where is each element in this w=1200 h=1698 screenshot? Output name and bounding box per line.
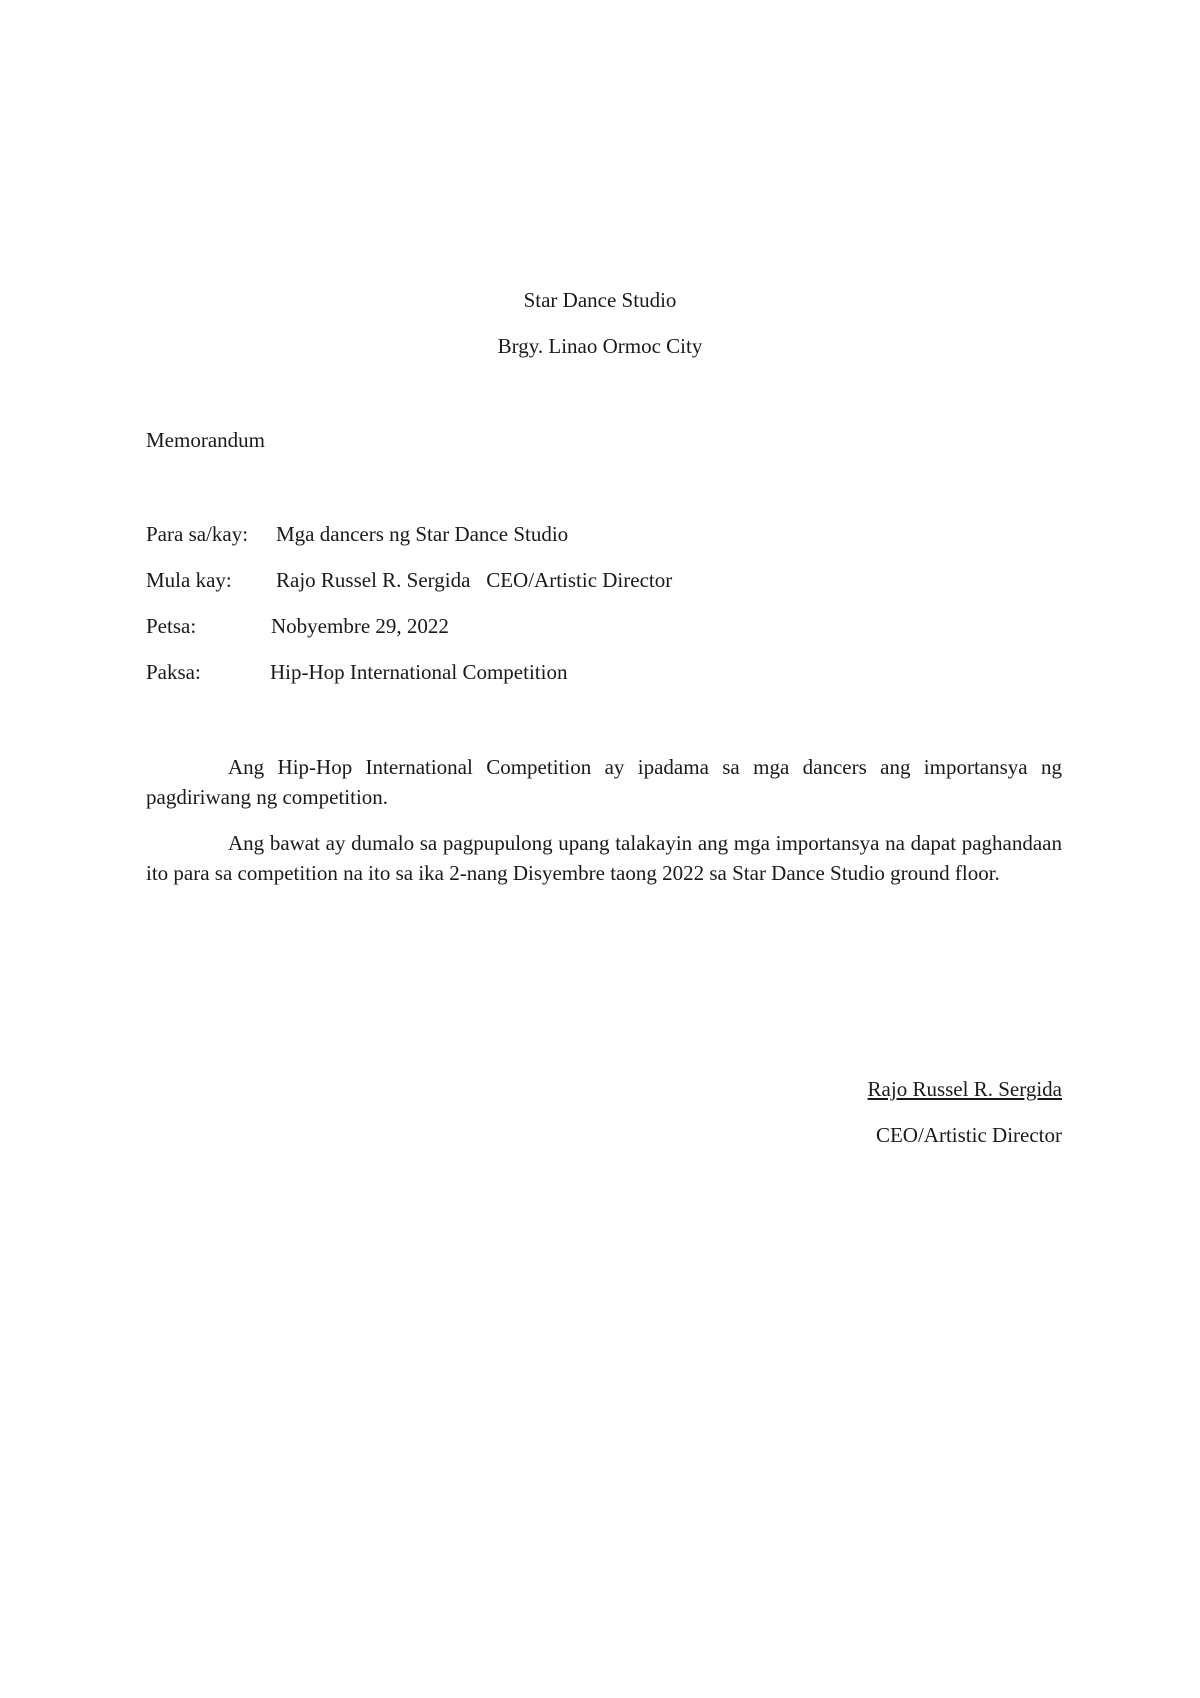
- field-value: Rajo Russel R. Sergida CEO/Artistic Director: [276, 568, 673, 592]
- signature-name: Rajo Russel R. Sergida: [867, 1077, 1062, 1101]
- field-value: Hip-Hop International Competition: [270, 660, 568, 684]
- field-label: Mula kay:: [146, 568, 232, 592]
- field-label: Para sa/kay:: [146, 522, 249, 546]
- signature-title: CEO/Artistic Director: [875, 1123, 1062, 1147]
- org-address: Brgy. Linao Ormoc City: [497, 334, 703, 358]
- field-label: Paksa:: [146, 660, 201, 684]
- org-name: Star Dance Studio: [523, 288, 677, 312]
- field-label: Petsa:: [146, 614, 197, 638]
- body-paragraph-2: Ang bawat ay dumalo sa pagpupulong upang talakayin ang mga importansya na dapat paghandaan ito para sa competition na ito sa ika 2-nang Disyembre taong 2022 sa Star Dance Studio ground floor.: [146, 831, 1062, 885]
- field-value: Mga dancers ng Star Dance Studio: [276, 522, 569, 546]
- field-value: Nobyembre 29, 2022: [271, 614, 449, 638]
- document-type: Memorandum: [146, 428, 265, 452]
- body-paragraph-1: Ang Hip-Hop International Competition ay ipadama sa mga dancers ang importansya ng pagdiriwang ng competition.: [146, 755, 1062, 809]
